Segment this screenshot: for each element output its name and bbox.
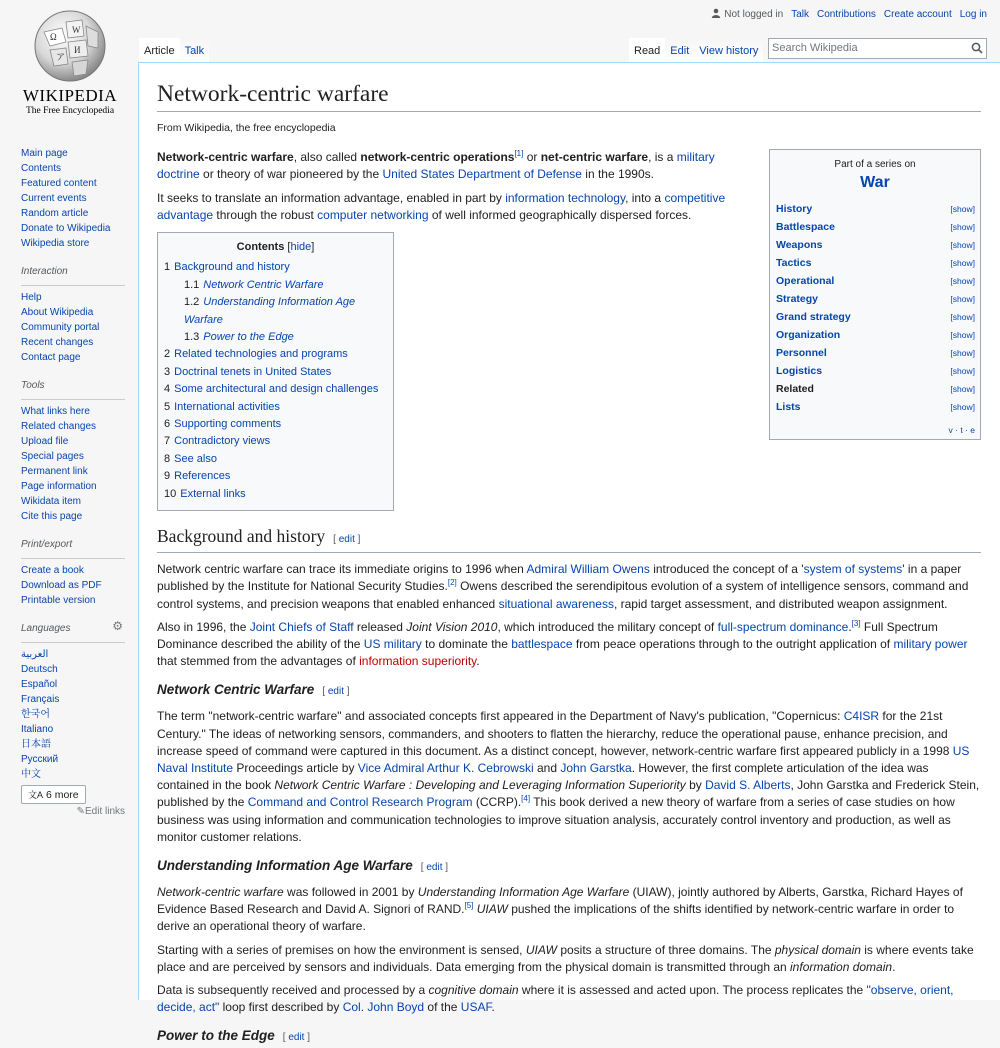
paragraph: The term "network-centric warfare" and associated concepts first appeared in the Department of Navy's publication, "Copernicus: C4ISR for the 21st Century." The ideas of networking sensors, commanders, and shooters to flatten the hierarchy, reduce the operational pause, enhance precision, and increase speed of command were captured in this document. As a distinct concept, however, network-centric warfare first appeared publicly in a 1998 US Naval Institute Proceedings article by Vice Admiral Arthur K. Cebrowski and John Garstka. However, the first complete articulation of the idea was contained in the book Network Centric Warfare : Developing and Leveraging Information Superiority by David S. Alberts, John Garstka and Frederick Stein, published by the Command and Control Research Program (CCRP).[4] This book derived a new theory of warfare from a series of case studies on how business was using information and communication technologies to improve situation analysis, accurately control inventory and production, as well as monitor customer relations. — [157, 709, 980, 844]
sidebar-item-related-changes[interactable]: Related changes — [21, 421, 97, 432]
paragraph: Network centric warfare can trace its immediate origins to 1996 when Admiral William Owens introduced the concept of a 'system of systems' in a paper published by the Institute for National Security Studies.[2] Owens described the serendipitous evolution of a system of intelligence sensors, command and control systems, and precision weapons that enabled enhanced situational awareness, rapid target assessment, and distributed weapon assignment. — [157, 562, 969, 611]
create-account-link[interactable]: Create account — [883, 8, 952, 20]
sidebar-item-what-links-here[interactable]: What links here — [21, 406, 90, 417]
sidebar-item-printable-version[interactable]: Printable version — [21, 595, 96, 606]
toc-item[interactable]: 7 Contradictory views — [164, 435, 271, 448]
link-information-technology[interactable]: information technology — [505, 190, 626, 205]
wikipedia-tagline: The Free Encyclopedia — [25, 106, 115, 116]
series-above: Part of a series on — [834, 159, 916, 171]
interaction-portal — [21, 262, 125, 365]
sidebar-lang-ko[interactable]: 한국어 — [21, 709, 50, 720]
toc-item[interactable]: 1.2 Understanding Information Age Warfare — [184, 296, 356, 326]
link-us-naval-institute[interactable]: US Naval Institute — [157, 743, 970, 775]
svg-text:W: W — [72, 25, 81, 35]
languages-heading: Languages — [21, 619, 125, 643]
series-title-link[interactable]: War — [860, 174, 890, 192]
wikipedia-wordmark: WIKIPEDIA — [22, 86, 118, 105]
sidebar-item-create-book[interactable]: Create a book — [21, 565, 84, 576]
lead-paragraph-2: It seeks to translate an information advantage, enabled in part by information technology, into a competitive advantage through the robust computer networking of well informed geographically dispersed forces. — [157, 190, 726, 222]
subsection-heading-ncw: Network Centric Warfare [ edit ] — [157, 682, 350, 698]
toc-item[interactable]: 3 Doctrinal tenets in United States — [164, 365, 332, 378]
toc-item[interactable]: 9 References — [164, 470, 231, 483]
link-system-of-systems[interactable]: system of systems — [803, 562, 903, 577]
toc-item[interactable]: 5 International activities — [164, 400, 280, 413]
link-cebrowski[interactable]: Vice Admiral Arthur K. Cebrowski — [357, 760, 534, 775]
sidebar-item-featured-content[interactable]: Featured content — [21, 178, 97, 189]
sidebar-lang-ru[interactable]: Русский — [21, 754, 59, 765]
paragraph: Also in 1996, the Joint Chiefs of Staff released Joint Vision 2010, which introduced the military concept of full-spectrum dominance.[3] Full Spectrum Dominance described the ability of the US military to dominate the battlespace from peace operations through to the outright application of military power that stemmed from the advantages of information superiority. — [157, 618, 968, 669]
toc-title: Contents [hide] — [236, 241, 315, 254]
paragraph: Starting with a series of premises on how the environment is sensed, UIAW posits a structure of three domains. The physical domain is where events take place and are perceived by sensors and individuals. Data emerging from the physical domain is transmitted through an information domain. — [157, 942, 974, 974]
series-row-related[interactable]: Related [show] — [776, 383, 975, 396]
edit-section-link[interactable]: edit — [426, 861, 443, 873]
paragraph: Data is subsequently received and processed by a cognitive domain where it is assessed and acted upon. The process replicates the "observe, orient, decide, act" loop first described by Col. John Boyd of the USAF. — [157, 982, 954, 1015]
link-military-power[interactable]: military power — [893, 636, 968, 651]
pencil-icon: ✎ — [76, 806, 85, 817]
link-full-spectrum-dominance[interactable]: full-spectrum dominance — [717, 619, 849, 634]
navigation-portal — [21, 146, 125, 251]
series-row-lists[interactable]: Lists [show] — [776, 401, 975, 414]
svg-text:Ω: Ω — [50, 32, 57, 42]
toc-item[interactable]: 6 Supporting comments — [164, 418, 282, 431]
personal-tools — [711, 8, 987, 20]
table-of-contents — [157, 232, 394, 511]
main-content — [138, 62, 1000, 1044]
series-row-logistics[interactable]: Logistics [show] — [776, 365, 975, 378]
reference-3[interactable]: [3] — [851, 618, 861, 628]
sidebar-item-help[interactable]: Help — [21, 292, 42, 303]
translate-icon: 文A — [28, 790, 44, 800]
sidebar-lang-it[interactable]: Italiano — [21, 724, 54, 735]
link-c4isr[interactable]: C4ISR — [843, 709, 880, 724]
tab-view-history[interactable]: View history — [694, 38, 763, 64]
reference-1[interactable]: [1] — [514, 149, 524, 159]
sidebar — [21, 146, 125, 828]
user-icon — [711, 8, 721, 18]
link-admiral-william-owens[interactable]: Admiral William Owens — [526, 562, 650, 577]
toc-item[interactable]: 1.1 Network Centric Warfare — [184, 278, 324, 291]
sidebar-item-about[interactable]: About Wikipedia — [21, 307, 94, 318]
sidebar-item-recent-changes[interactable]: Recent changes — [21, 337, 94, 348]
link-us-dod[interactable]: United States Department of Defense — [382, 167, 582, 182]
navbox-vte-links[interactable]: v · t · e — [948, 425, 975, 436]
series-row-personnel[interactable]: Personnel [show] — [776, 347, 975, 360]
toc-item[interactable]: 1 Background and history — [164, 261, 290, 274]
site-subtitle: From Wikipedia, the free encyclopedia — [157, 122, 336, 134]
sidebar-lang-ja[interactable]: 日本語 — [21, 739, 51, 750]
sidebar-lang-zh[interactable]: 中文 — [21, 769, 41, 780]
link-john-garstka[interactable]: John Garstka — [560, 760, 632, 775]
sidebar-item-store[interactable]: Wikipedia store — [21, 238, 90, 249]
reference-5[interactable]: [5] — [464, 901, 474, 911]
sidebar-lang-es[interactable]: Español — [21, 679, 58, 690]
tab-read[interactable]: Read — [629, 38, 665, 64]
sidebar-item-upload-file[interactable]: Upload file — [21, 436, 69, 447]
sidebar-lang-fr[interactable]: Français — [21, 694, 60, 705]
link-military-doctrine[interactable]: military doctrine — [157, 150, 715, 182]
tab-talk[interactable]: Talk — [180, 38, 210, 64]
sidebar-lang-de[interactable]: Deutsch — [21, 664, 58, 675]
talk-link[interactable]: Talk — [791, 8, 809, 20]
link-joint-chiefs[interactable]: Joint Chiefs of Staff — [249, 619, 354, 634]
sidebar-item-donate[interactable]: Donate to Wikipedia — [21, 223, 111, 234]
namespace-tabs — [139, 38, 209, 64]
edit-section-link[interactable]: edit — [288, 1032, 305, 1044]
contributions-link[interactable]: Contributions — [817, 8, 876, 20]
series-row-organization[interactable]: Organization [show] — [776, 329, 975, 342]
view-tabs — [629, 38, 763, 64]
search-input[interactable] — [768, 38, 987, 59]
search-icon[interactable] — [971, 42, 983, 54]
series-row-weapons[interactable]: Weapons [show] — [776, 239, 975, 252]
sidebar-item-community-portal[interactable]: Community portal — [21, 322, 100, 333]
sidebar-item-wikidata-item[interactable]: Wikidata item — [21, 496, 82, 507]
log-in-link[interactable]: Log in — [959, 8, 987, 20]
series-row-history[interactable]: History [show] — [776, 203, 975, 216]
link-ccrp[interactable]: Command and Control Research Program — [247, 795, 473, 810]
print-portal — [21, 535, 125, 608]
sidebar-item-main-page[interactable]: Main page — [21, 148, 68, 159]
sidebar-item-random-article[interactable]: Random article — [21, 208, 89, 219]
link-usaf[interactable]: USAF — [460, 1000, 492, 1015]
sidebar-item-download-pdf[interactable]: Download as PDF — [21, 580, 102, 591]
sidebar-item-permanent-link[interactable]: Permanent link — [21, 466, 88, 477]
edit-section-link[interactable]: edit — [338, 534, 355, 546]
link-competitive-advantage[interactable]: competitive advantage — [157, 190, 726, 222]
reference-2[interactable]: [2] — [447, 578, 457, 588]
edit-links[interactable]: ✎Edit links — [76, 806, 125, 817]
subsection-heading-uiaw: Understanding Information Age Warfare [ edit ] — [157, 857, 449, 873]
toc-item[interactable]: 2 Related technologies and programs — [164, 348, 348, 361]
sidebar-item-contents[interactable]: Contents — [21, 163, 62, 174]
sidebar-item-current-events[interactable]: Current events — [21, 193, 87, 204]
print-heading: Print/export — [21, 535, 125, 559]
section-heading-background: Background and history [ edit ] — [157, 525, 981, 553]
toc-item[interactable]: 8 See also — [164, 452, 217, 465]
paragraph: Network-centric warfare was followed in 2001 by Understanding Information Age Warfare (UIAW), jointly authored by Alberts, Garstka, Richard Hayes of Evidence Based Research and David A. Signori of RAND.[5] UIAW pushed the implications of the shifts identified by network-centric warfare in order to derive an operational theory of warfare. — [157, 884, 963, 934]
wikipedia-globe-icon — [32, 8, 108, 84]
wikipedia-logo[interactable] — [18, 8, 122, 126]
reference-4[interactable]: [4] — [521, 794, 531, 804]
sidebar-item-special-pages[interactable]: Special pages — [21, 451, 84, 462]
link-us-military[interactable]: US military — [363, 636, 422, 651]
sidebar-item-page-information[interactable]: Page information — [21, 481, 97, 492]
more-languages-button[interactable]: 文A 6 more — [21, 785, 86, 804]
link-information-superiority-redlink[interactable]: information superiority — [359, 654, 477, 669]
sidebar-lang-ar[interactable]: العربية — [21, 649, 49, 660]
tools-heading: Tools — [21, 376, 125, 400]
not-logged-in: Not logged in — [711, 8, 783, 20]
svg-text:И: И — [74, 45, 81, 55]
sidebar-series-box — [769, 149, 981, 440]
series-row-strategy[interactable]: Strategy [show] — [776, 293, 975, 306]
link-situational-awareness[interactable]: situational awareness — [498, 596, 614, 611]
series-row-tactics[interactable]: Tactics [show] — [776, 257, 975, 270]
sidebar-item-cite-this-page[interactable]: Cite this page — [21, 511, 83, 522]
lead-paragraph-1: Network-centric warfare, also called network-centric operations[1] or net-centric warfare, is a military doctrine or theory of war pioneered by the United States Department of Defense in the 1990s. — [157, 149, 715, 182]
series-row-grand-strategy[interactable]: Grand strategy [show] — [776, 311, 975, 324]
link-computer-networking[interactable]: computer networking — [317, 207, 429, 222]
edit-section-link[interactable]: edit — [327, 686, 344, 698]
link-david-alberts[interactable]: David S. Alberts — [705, 778, 791, 793]
svg-text:ア: ア — [56, 52, 66, 62]
tab-article[interactable]: Article — [139, 38, 180, 64]
toc-item[interactable]: 1.3 Power to the Edge — [184, 331, 294, 344]
series-row-operational[interactable]: Operational [show] — [776, 275, 975, 288]
toc-item[interactable]: 10 External links — [164, 487, 246, 500]
interaction-heading: Interaction — [21, 262, 125, 286]
gear-icon[interactable]: ⚙ — [112, 619, 123, 633]
toc-hide-toggle[interactable]: hide — [290, 241, 312, 254]
toc-item[interactable]: 4 Some architectural and design challenges — [164, 383, 379, 396]
sidebar-item-contact-page[interactable]: Contact page — [21, 352, 81, 363]
search-placeholder: Search Wikipedia — [772, 42, 858, 54]
languages-portal — [21, 619, 125, 817]
subsection-heading-power-to-the-edge: Power to the Edge [ edit ] — [157, 1028, 311, 1044]
link-ooda-loop[interactable]: "observe, orient, decide, act" — [157, 982, 954, 1015]
tab-edit[interactable]: Edit — [665, 38, 694, 64]
tools-portal — [21, 376, 125, 524]
link-battlespace[interactable]: battlespace — [511, 636, 573, 651]
page-title: Network-centric warfare — [157, 80, 981, 112]
series-row-battlespace[interactable]: Battlespace [show] — [776, 221, 975, 234]
link-john-boyd[interactable]: Col. John Boyd — [342, 1000, 425, 1015]
